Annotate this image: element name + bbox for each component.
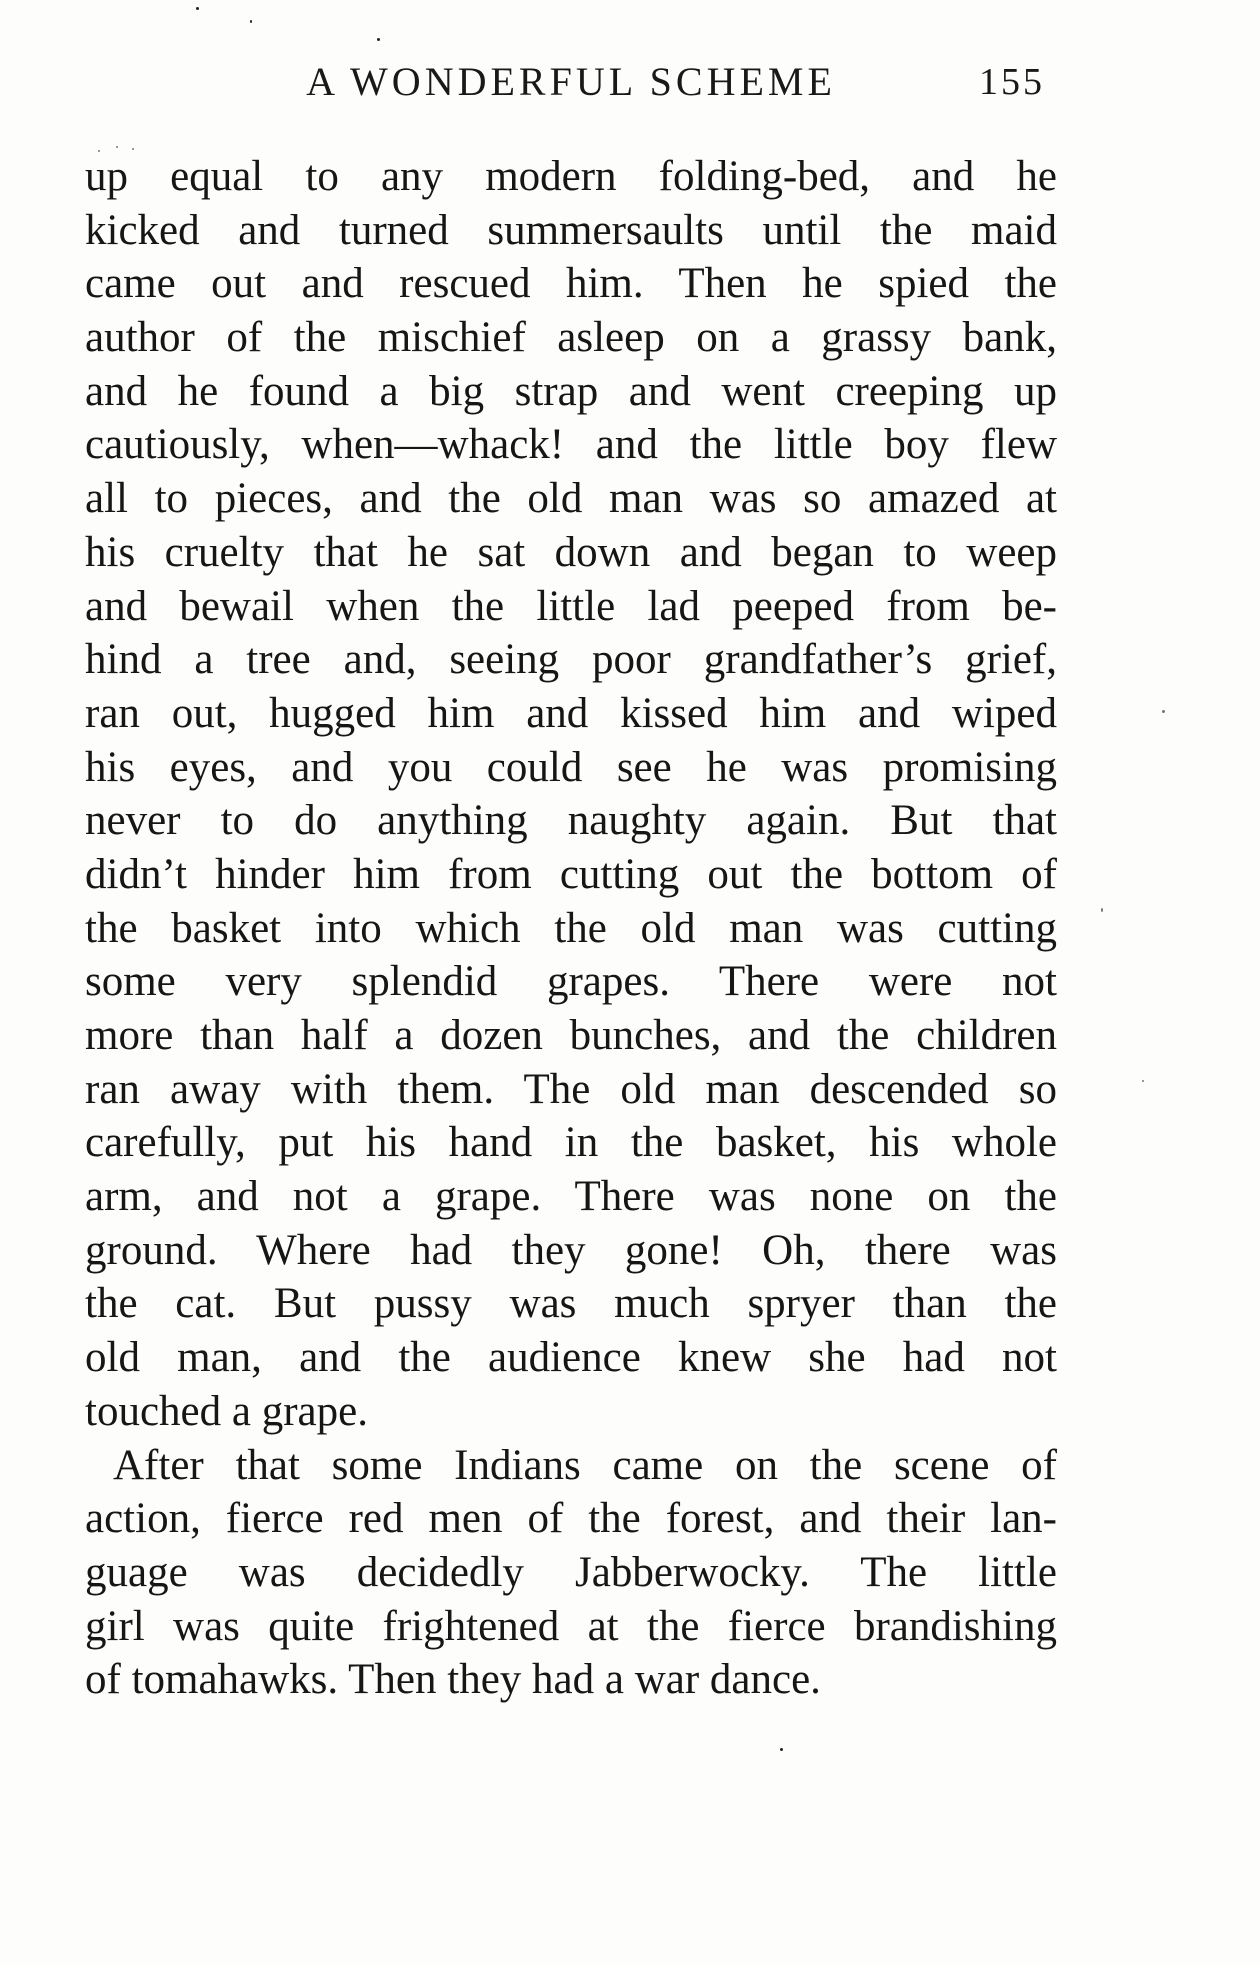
text-line: of tomahawks. Then they had a war dance. xyxy=(85,1656,821,1704)
text-line: hind a tree and, seeing poor grandfather’s grief, xyxy=(85,636,1057,684)
text-line: and he found a big strap and went creeping up xyxy=(85,367,1057,415)
scan-speck xyxy=(116,146,118,148)
chapter-title: A WONDERFUL SCHEME xyxy=(306,59,836,104)
text-line: his eyes, and you could see he was promising xyxy=(85,743,1057,791)
text-line: more than half a dozen bunches, and the children xyxy=(85,1012,1057,1059)
text-column xyxy=(85,150,1057,1707)
text-line: kicked and turned summersaults until the maid xyxy=(85,206,1057,254)
scan-speck xyxy=(1162,710,1165,713)
text-line: ran away with them. The old man descended so xyxy=(85,1065,1057,1113)
text-line: ran out, hugged him and kissed him and wiped xyxy=(85,689,1057,737)
text-line: touched a grape. xyxy=(85,1387,368,1435)
scan-speck xyxy=(196,7,199,10)
text-line: carefully, put his hand in the basket, his whole xyxy=(85,1119,1057,1167)
text-line: After that some Indians came on the scene of xyxy=(113,1441,1057,1489)
text-line: up equal to any modern folding-bed, and he xyxy=(85,153,1057,200)
scan-speck xyxy=(1101,908,1103,912)
text-line: never to do anything naughty again. But that xyxy=(85,797,1057,845)
text-line: the cat. But pussy was much spryer than the xyxy=(85,1280,1057,1328)
scan-speck xyxy=(132,148,134,150)
text-line: some very splendid grapes. There were not xyxy=(85,958,1057,1006)
text-line: his cruelty that he sat down and began to weep xyxy=(85,528,1057,576)
text-line: author of the mischief asleep on a grassy bank, xyxy=(85,314,1057,362)
text-line: all to pieces, and the old man was so amazed at xyxy=(85,475,1057,523)
text-line: came out and rescued him. Then he spied the xyxy=(85,260,1057,308)
text-line: didn’t hinder him from cutting out the bottom of xyxy=(85,850,1057,898)
text-line: arm, and not a grape. There was none on the xyxy=(85,1173,1057,1221)
text-line: ground. Where had they gone! Oh, there was xyxy=(85,1226,1057,1274)
scan-speck xyxy=(780,1748,783,1751)
text-line: action, fierce red men of the forest, and their lan- xyxy=(85,1495,1057,1543)
scan-speck xyxy=(1142,1080,1144,1082)
text-line: old man, and the audience knew she had not xyxy=(85,1334,1057,1382)
scan-speck xyxy=(250,20,252,23)
text-line: and bewail when the little lad peeped from be- xyxy=(85,582,1057,630)
text-line: cautiously, when—whack! and the little boy flew xyxy=(85,421,1057,469)
running-header xyxy=(85,58,1057,106)
text-line: the basket into which the old man was cutting xyxy=(85,904,1057,952)
scan-speck xyxy=(98,150,100,152)
scan-speck xyxy=(377,38,380,41)
text-line: girl was quite frightened at the fierce brandishing xyxy=(85,1602,1057,1650)
text-line: guage was decidedly Jabberwocky. The little xyxy=(85,1548,1057,1596)
page-number: 155 xyxy=(979,61,1045,103)
